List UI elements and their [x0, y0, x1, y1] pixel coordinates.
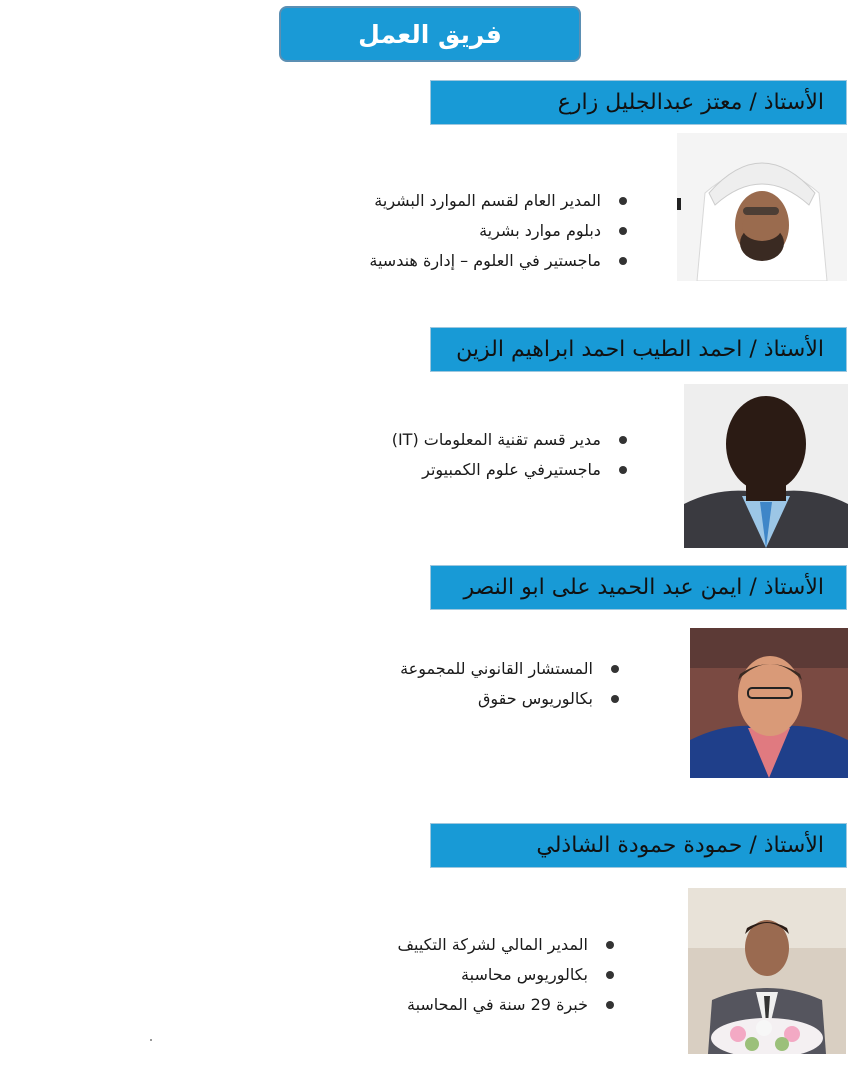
member-4-bullet-list — [397, 930, 616, 1020]
bullet-icon — [619, 257, 627, 265]
member-2-bullet-list — [392, 425, 629, 485]
member-3-name-bar — [430, 565, 847, 610]
member-4-name-bar — [430, 823, 847, 868]
bullet-icon — [619, 436, 627, 444]
list-item: بكالوريوس حقوق — [400, 684, 621, 714]
member-2-photo — [684, 384, 848, 548]
list-item: المستشار القانوني للمجموعة — [400, 654, 621, 684]
scan-speck — [150, 1039, 152, 1041]
bullet-icon — [619, 197, 627, 205]
member-3-bullet-list — [400, 654, 621, 714]
member-1-bullet-list — [369, 186, 629, 276]
member-4-name: الأستاذ / حمودة حمودة الشاذلي — [536, 833, 824, 858]
member-4-photo — [688, 888, 846, 1054]
list-item: خبرة 29 سنة في المحاسبة — [397, 990, 616, 1020]
member-1-photo — [677, 133, 847, 281]
page-title-banner — [279, 6, 581, 62]
list-item: المدير العام لقسم الموارد البشرية — [369, 186, 629, 216]
member-1-name: الأستاذ / معتز عبدالجليل زارع — [557, 90, 824, 115]
bullet-icon — [611, 695, 619, 703]
member-1-name-bar — [430, 80, 847, 125]
member-2-name: الأستاذ / احمد الطيب احمد ابراهيم الزين — [456, 337, 824, 362]
bullet-icon — [606, 941, 614, 949]
bullet-icon — [611, 665, 619, 673]
list-item: ماجستيرفي علوم الكمبيوتر — [392, 455, 629, 485]
bullet-icon — [619, 227, 627, 235]
list-item: ماجستير في العلوم – إدارة هندسية — [369, 246, 629, 276]
member-3-name: الأستاذ / ايمن عبد الحميد على ابو النصر — [463, 575, 824, 600]
member-2-name-bar — [430, 327, 847, 372]
list-item: المدير المالي لشركة التكييف — [397, 930, 616, 960]
member-3-photo — [690, 628, 848, 778]
page-title: فريق العمل — [358, 19, 502, 49]
list-item: دبلوم موارد بشرية — [369, 216, 629, 246]
bullet-icon — [619, 466, 627, 474]
bullet-icon — [606, 971, 614, 979]
list-item: بكالوريوس محاسبة — [397, 960, 616, 990]
list-item: مدير قسم تقنية المعلومات (IT) — [392, 425, 629, 455]
bullet-icon — [606, 1001, 614, 1009]
